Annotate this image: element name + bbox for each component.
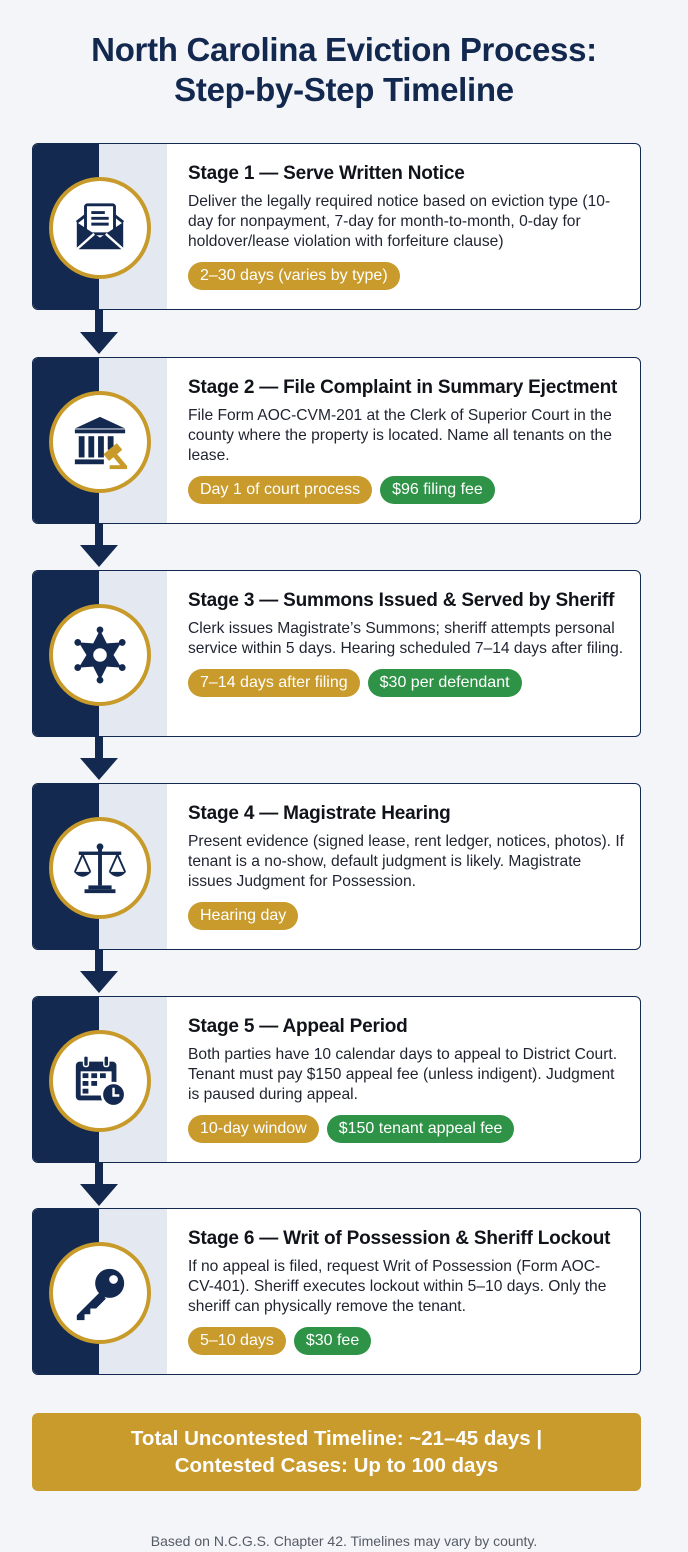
- stage-card-4: [32, 783, 641, 950]
- stage-card-5: [32, 996, 641, 1163]
- stage-tags: [188, 476, 626, 504]
- stage-icon-medal: [49, 391, 151, 493]
- stage-icon-medal: [49, 1242, 151, 1344]
- stage-description: Both parties have 10 calendar days to appeal to District Court. Tenant must pay $150 appeal fee (unless indigent). Judgment is paused during appeal.: [188, 1046, 618, 1103]
- stage-icon-medal: [49, 817, 151, 919]
- page-title-line-1: North Carolina Eviction Process:: [91, 31, 597, 68]
- total-timeline-line-2: Contested Cases: Up to 100 days: [174, 1454, 499, 1477]
- stage-card-1: [32, 143, 641, 310]
- stage-description: Deliver the legally required notice based on eviction type (10-day for nonpayment, 7-day for month-to-month, 0-day for holdover/lease violation with forfeiture clause): [188, 193, 611, 250]
- duration-tag: Hearing day: [188, 902, 298, 930]
- down-arrow-icon: [80, 310, 118, 354]
- fee-tag: $30 per defendant: [368, 669, 522, 697]
- stage-tags: [188, 1327, 626, 1355]
- down-arrow-icon: [80, 736, 118, 780]
- stage-icon-medal: [49, 177, 151, 279]
- duration-tag: 7–14 days after filing: [188, 669, 360, 697]
- duration-tag: 10-day window: [188, 1115, 319, 1143]
- stage-tags: [188, 262, 626, 290]
- envelope-letter-icon: [71, 199, 129, 257]
- down-arrow-icon: [80, 1162, 118, 1206]
- stage-heading: Stage 2 — File Complaint in Summary Ejectment: [188, 377, 618, 398]
- page-title: [0, 30, 688, 110]
- total-timeline-banner: [32, 1413, 641, 1491]
- stage-description: Present evidence (signed lease, rent ledger, notices, photos). If tenant is a no-show, default judgment is likely. Magistrate issues Judgment for Possession.: [188, 833, 625, 890]
- stage-icon-medal: [49, 604, 151, 706]
- stage-heading: Stage 5 — Appeal Period: [188, 1016, 408, 1037]
- stage-card-2: [32, 357, 641, 524]
- stage-heading: Stage 4 — Magistrate Hearing: [188, 803, 451, 824]
- duration-tag: 2–30 days (varies by type): [188, 262, 400, 290]
- total-timeline-line-1: Total Uncontested Timeline: ~21–45 days |: [130, 1427, 543, 1450]
- stage-icon-medal: [49, 1030, 151, 1132]
- stage-tags: [188, 1115, 626, 1143]
- calendar-clock-icon: [71, 1052, 129, 1110]
- footer-note: Based on N.C.G.S. Chapter 42. Timelines may vary by county.: [150, 1533, 538, 1549]
- duration-tag: Day 1 of court process: [188, 476, 372, 504]
- key-icon: [71, 1264, 129, 1322]
- stage-heading: Stage 3 — Summons Issued & Served by Sheriff: [188, 590, 615, 611]
- stage-heading: Stage 6 — Writ of Possession & Sheriff Lockout: [188, 1228, 611, 1249]
- stage-card-6: [32, 1208, 641, 1375]
- stage-tags: [188, 669, 626, 697]
- courthouse-gavel-icon: [71, 413, 129, 471]
- stage-tags: [188, 902, 626, 930]
- scales-icon: [71, 839, 129, 897]
- fee-tag: $150 tenant appeal fee: [327, 1115, 515, 1143]
- stage-description: Clerk issues Magistrate’s Summons; sheriff attempts personal service within 5 days. Hearing scheduled 7–14 days after filing.: [188, 620, 624, 657]
- sheriff-star-icon: [71, 626, 129, 684]
- down-arrow-icon: [80, 523, 118, 567]
- down-arrow-icon: [80, 949, 118, 993]
- stage-heading: Stage 1 — Serve Written Notice: [188, 163, 465, 184]
- page-title-line-2: Step-by-Step Timeline: [174, 71, 514, 108]
- duration-tag: 5–10 days: [188, 1327, 286, 1355]
- stage-description: If no appeal is filed, request Writ of Possession (Form AOC-CV-401). Sheriff executes lockout within 5–10 days. Only the sheriff can physically remove the tenant.: [188, 1258, 607, 1315]
- stage-description: File Form AOC-CVM-201 at the Clerk of Superior Court in the county where the property is located. Name all tenants on the lease.: [188, 407, 612, 464]
- stage-card-3: [32, 570, 641, 737]
- fee-tag: $30 fee: [294, 1327, 371, 1355]
- fee-tag: $96 filing fee: [380, 476, 495, 504]
